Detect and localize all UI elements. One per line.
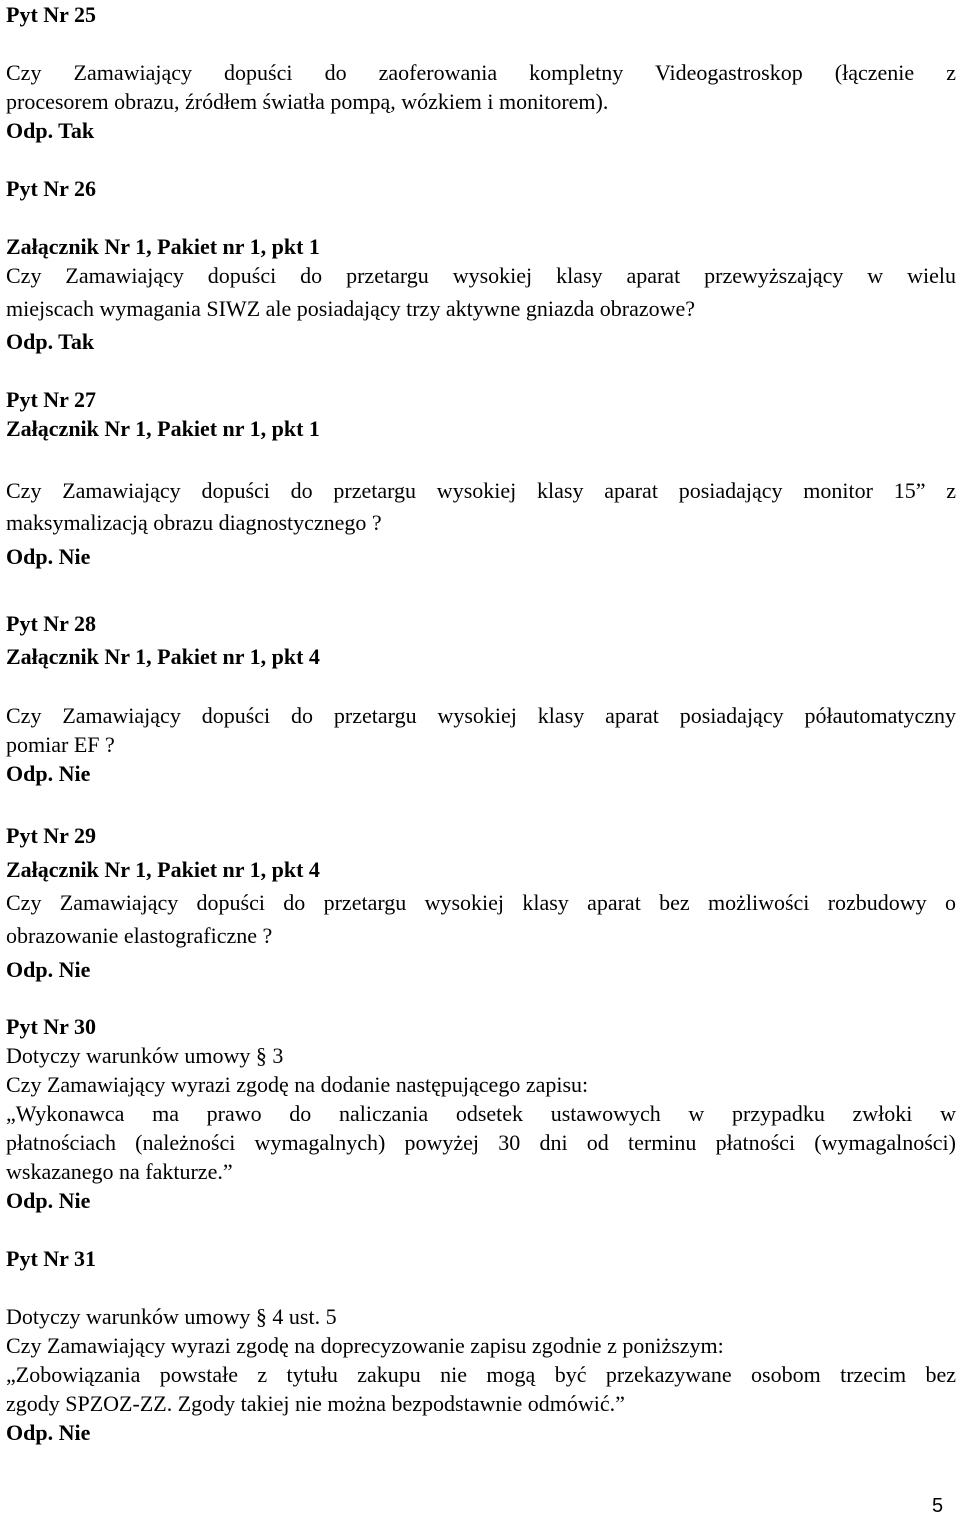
question-title: Pyt Nr 25 [6, 2, 97, 27]
question-title: Pyt Nr 31 [6, 1246, 97, 1271]
question-text: maksymalizacją obrazu diagnostycznego ? [6, 510, 382, 535]
quoted-clause: płatnościach (należności wymagalnych) powyżej 30 dni od terminu płatności (wymagalności) [6, 1130, 956, 1155]
question-title: Pyt Nr 30 [6, 1014, 97, 1039]
contract-reference: Dotyczy warunków umowy § 4 ust. 5 [6, 1304, 337, 1329]
question-text: Czy Zamawiający dopuści do przetargu wysokiej klasy aparat przewyższający w wielu [6, 263, 956, 288]
page-number: 5 [932, 1495, 944, 1517]
question-text: Czy Zamawiający dopuści do przetargu wysokiej klasy aparat posiadający półautomatyczny [6, 703, 956, 728]
quoted-clause: zgody SPZOZ-ZZ. Zgody takiej nie można bezpodstawnie odmówić.” [6, 1391, 625, 1416]
question-title: Pyt Nr 28 [6, 611, 97, 636]
answer: Odp. Nie [6, 544, 91, 569]
question-title: Pyt Nr 29 [6, 823, 97, 848]
answer: Odp. Tak [6, 118, 95, 143]
question-text: Czy Zamawiający wyrazi zgodę na dodanie następującego zapisu: [6, 1072, 589, 1097]
answer: Odp. Nie [6, 761, 91, 786]
quoted-clause: „Zobowiązania powstałe z tytułu zakupu nie mogą być przekazywane osobom trzecim bez [6, 1362, 956, 1387]
contract-reference: Dotyczy warunków umowy § 3 [6, 1043, 284, 1068]
question-text: obrazowanie elastograficzne ? [6, 923, 273, 948]
attachment-reference: Załącznik Nr 1, Pakiet nr 1, pkt 4 [6, 644, 320, 669]
question-text: Czy Zamawiający wyrazi zgodę na doprecyzowanie zapisu zgodnie z poniższym: [6, 1333, 724, 1358]
attachment-reference: Załącznik Nr 1, Pakiet nr 1, pkt 1 [6, 416, 320, 441]
attachment-reference: Załącznik Nr 1, Pakiet nr 1, pkt 4 [6, 857, 320, 882]
quoted-clause: „Wykonawca ma prawo do naliczania odsetek ustawowych w przypadku zwłoki w [6, 1101, 956, 1126]
quoted-clause: wskazanego na fakturze.” [6, 1159, 233, 1184]
question-text: procesorem obrazu, źródłem światła pompą, wózkiem i monitorem). [6, 89, 609, 114]
attachment-reference: Załącznik Nr 1, Pakiet nr 1, pkt 1 [6, 234, 320, 259]
answer: Odp. Nie [6, 1188, 91, 1213]
answer: Odp. Nie [6, 957, 91, 982]
question-text: Czy Zamawiający dopuści do przetargu wysokiej klasy aparat bez możliwości rozbudowy o [6, 890, 956, 915]
question-text: Czy Zamawiający dopuści do przetargu wysokiej klasy aparat posiadający monitor 15” z [6, 478, 956, 503]
question-text: pomiar EF ? [6, 732, 115, 757]
answer: Odp. Nie [6, 1420, 91, 1445]
question-title: Pyt Nr 27 [6, 387, 97, 412]
question-text: miejscach wymagania SIWZ ale posiadający trzy aktywne gniazda obrazowe? [6, 296, 696, 321]
question-text: Czy Zamawiający dopuści do zaoferowania kompletny Videogastroskop (łączenie z [6, 60, 956, 85]
question-title: Pyt Nr 26 [6, 176, 97, 201]
answer: Odp. Tak [6, 329, 95, 354]
